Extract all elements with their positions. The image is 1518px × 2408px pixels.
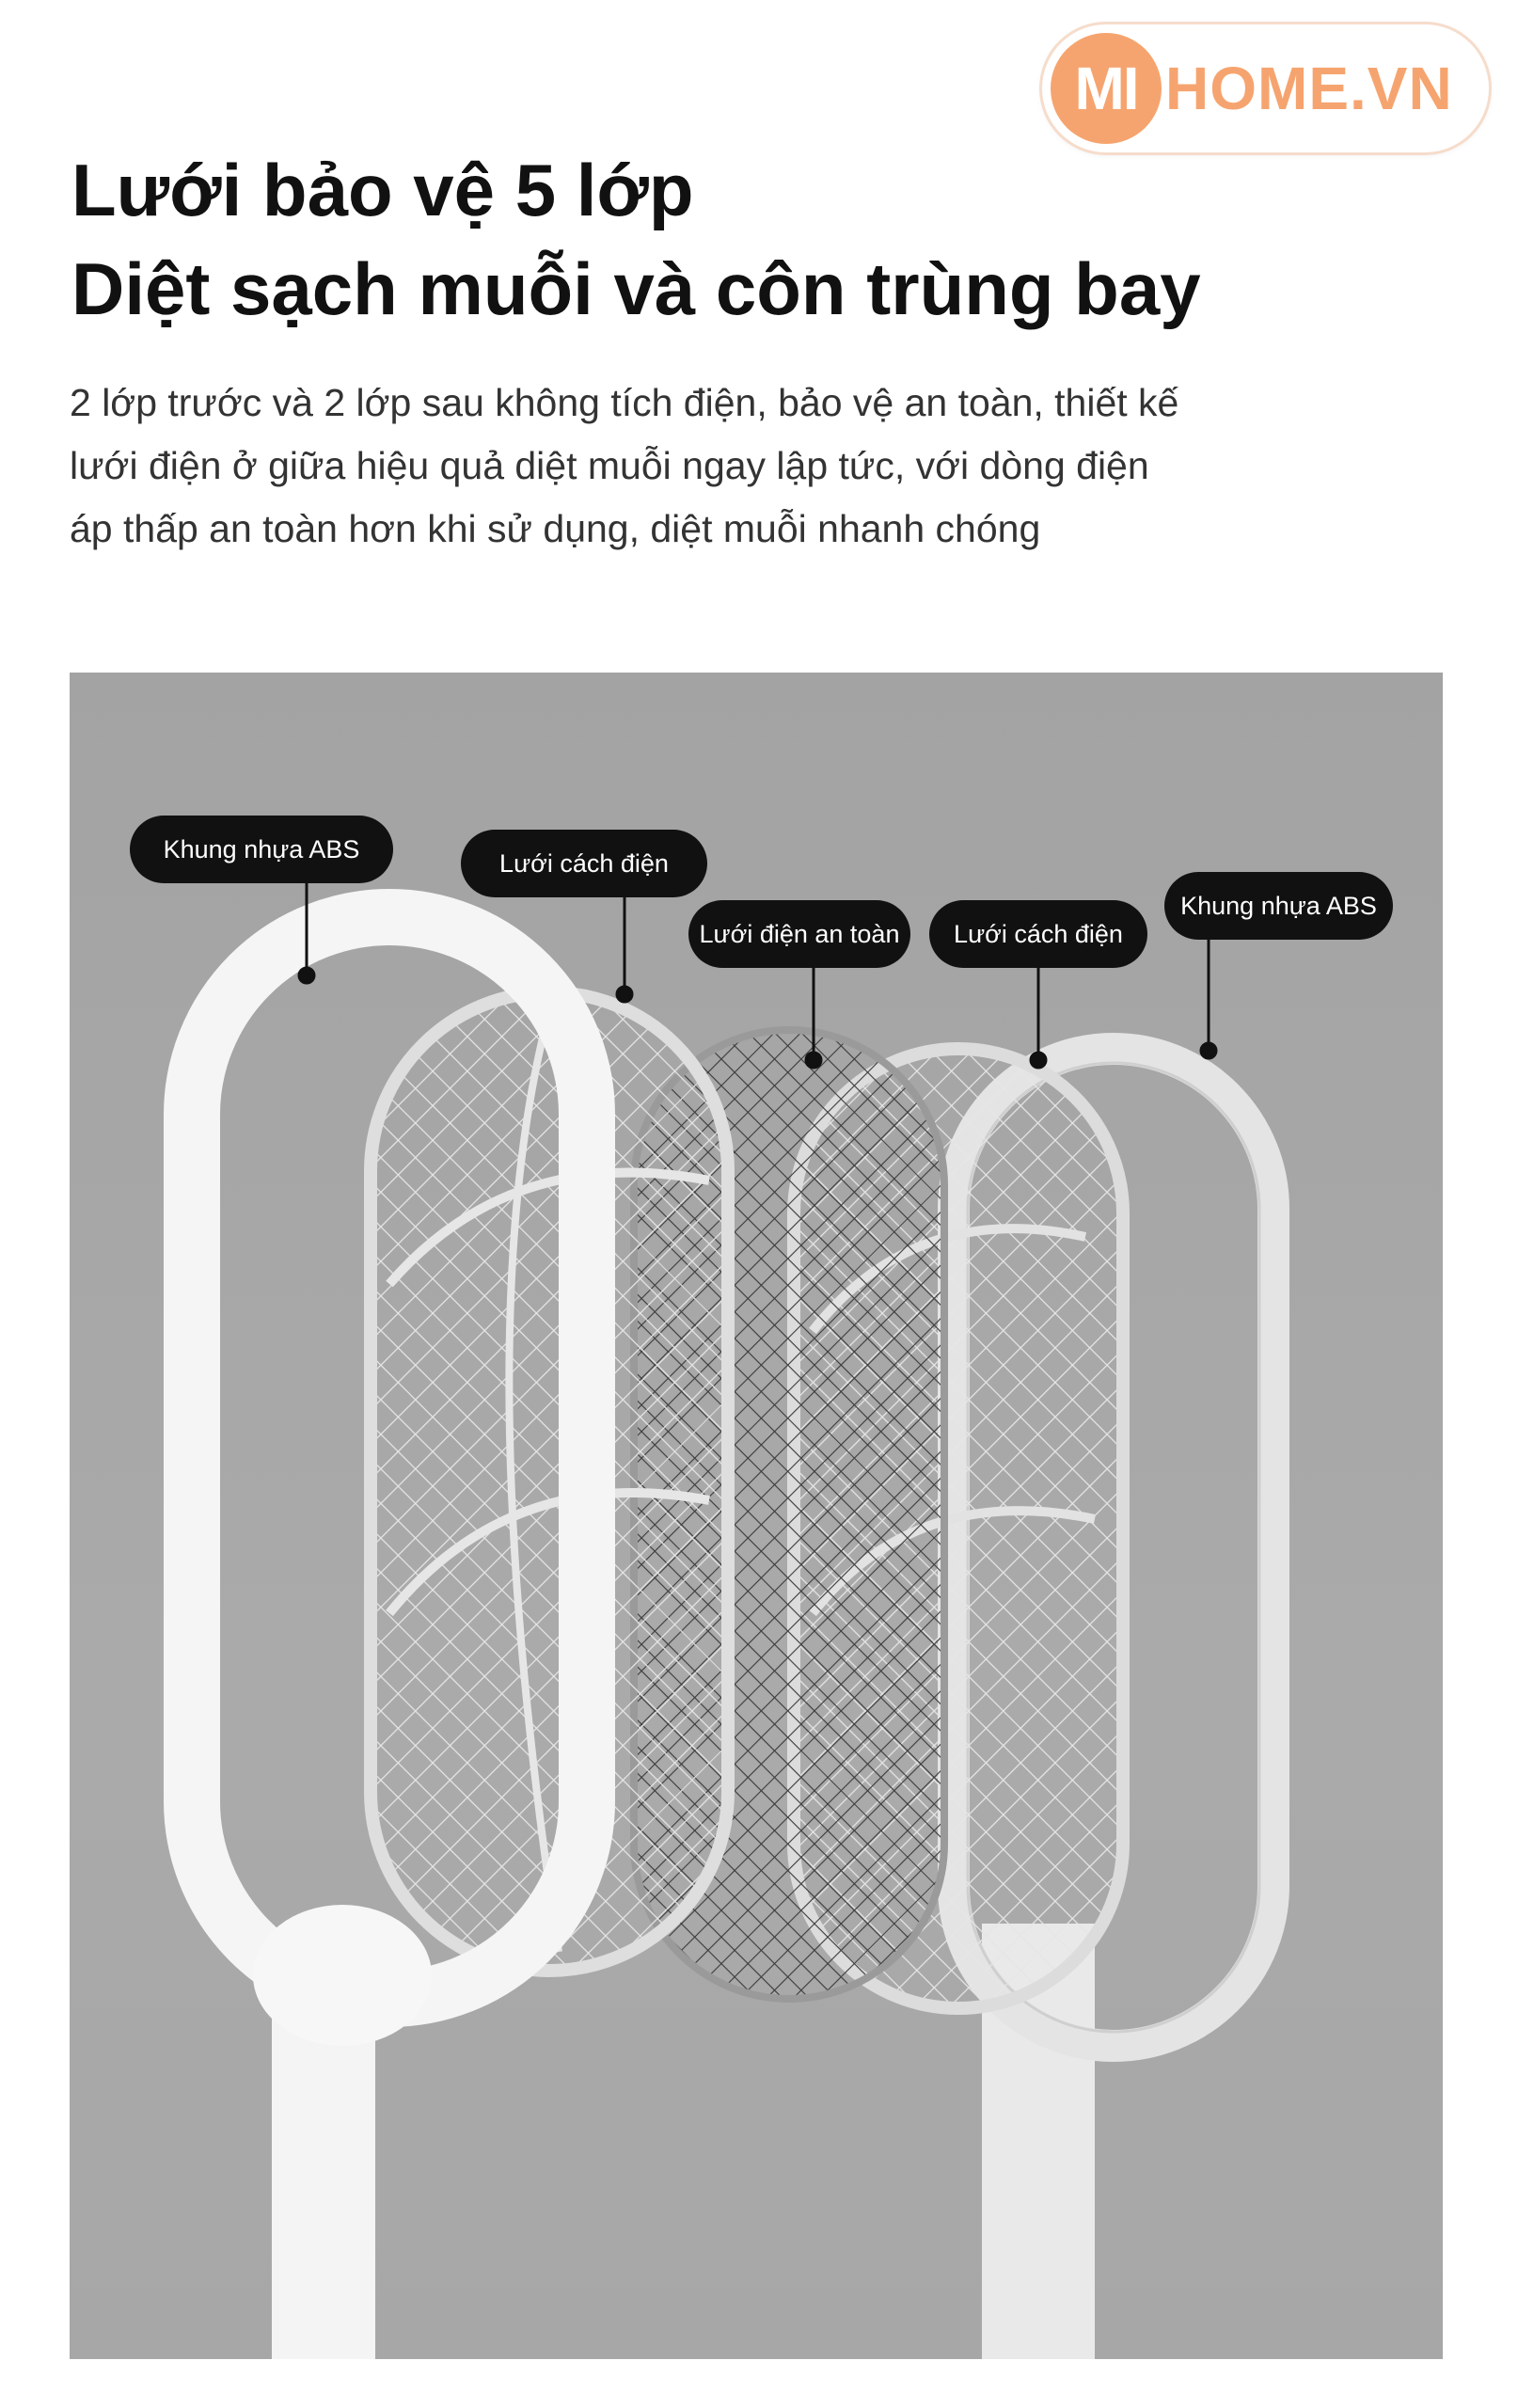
description-line-1: 2 lớp trước và 2 lớp sau không tích điện, bảo vệ an toàn, thiết kế	[70, 381, 1179, 424]
layer-label-back-abs-frame: Khung nhựa ABS	[1164, 872, 1393, 940]
brand-logo	[1042, 24, 1489, 152]
title-line-1: Lưới bảo vệ 5 lớp	[71, 149, 694, 231]
description-line-2: lưới điện ở giữa hiệu quả diệt muỗi ngay lập tức, với dòng điện	[70, 444, 1149, 487]
layer-label-front-insulating-mesh: Lưới cách điện	[461, 830, 707, 897]
layer-label-back-insulating-mesh: Lưới cách điện	[929, 900, 1147, 968]
front-insulating-mesh	[371, 992, 728, 1971]
description-line-3: áp thấp an toàn hơn khi sử dụng, diệt muỗi nhanh chóng	[70, 507, 1041, 550]
page-title	[71, 141, 1201, 339]
description	[70, 372, 1386, 561]
title-line-2: Diệt sạch muỗi và côn trùng bay	[71, 247, 1201, 330]
logo-mi-circle: MI	[1051, 33, 1162, 144]
layer-label-electric-mesh: Lưới điện an toàn	[688, 900, 910, 968]
product-exploded-view	[70, 673, 1443, 2359]
layer-label-front-abs-frame: Khung nhựa ABS	[130, 816, 393, 883]
logo-home-text: HOME.VN	[1165, 55, 1453, 122]
